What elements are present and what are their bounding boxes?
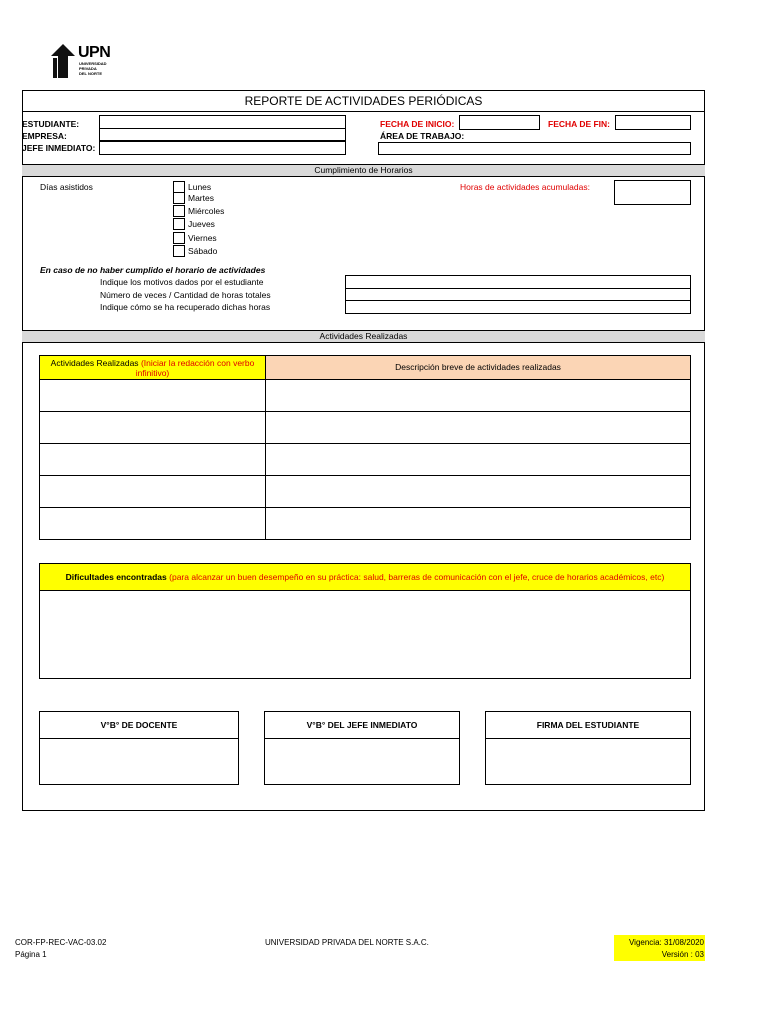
footer-code: COR-FP-REC-VAC-03.02 bbox=[15, 938, 107, 947]
footer-vigencia: Vigencia: 31/08/2020 bbox=[628, 938, 704, 947]
actividad-cell-4[interactable] bbox=[39, 475, 266, 508]
horas-acumuladas-field[interactable] bbox=[614, 180, 691, 205]
estudiante-field[interactable] bbox=[99, 115, 346, 129]
checkbox-miercoles[interactable] bbox=[173, 205, 185, 217]
empresa-field[interactable] bbox=[99, 128, 346, 141]
firma-docente-field[interactable] bbox=[39, 738, 239, 785]
motivos-field[interactable] bbox=[345, 275, 691, 289]
descripcion-cell-5[interactable] bbox=[265, 507, 691, 540]
dificultades-label: Dificultades encontradas bbox=[65, 572, 167, 582]
firma-jefe-field[interactable] bbox=[264, 738, 460, 785]
fecha-inicio-label: FECHA DE INICIO: bbox=[380, 119, 455, 129]
dificultades-note: (para alcanzar un buen desempeño en su práctica: salud, barreras de comunicación con el jefe, cruce de horarios académicos, etc) bbox=[169, 572, 665, 582]
actividades-col1-label: Actividades Realizadas bbox=[50, 358, 139, 368]
checkbox-sabado[interactable] bbox=[173, 245, 185, 257]
actividades-col2-header bbox=[265, 355, 691, 380]
day-sabado: Sábado bbox=[188, 246, 218, 256]
day-miercoles: Miércoles bbox=[188, 206, 225, 216]
checkbox-martes[interactable] bbox=[173, 192, 185, 204]
horas-acumuladas-label: Horas de actividades acumuladas: bbox=[460, 182, 590, 192]
firma-estudiante-field[interactable] bbox=[485, 738, 691, 785]
actividad-cell-3[interactable] bbox=[39, 443, 266, 476]
estudiante-label: ESTUDIANTE: bbox=[22, 119, 80, 129]
day-lunes: Lunes bbox=[188, 182, 212, 192]
jefe-field[interactable] bbox=[99, 141, 346, 155]
logo-line2: PRIVADA bbox=[79, 66, 97, 71]
checkbox-jueves[interactable] bbox=[173, 218, 185, 230]
day-viernes: Viernes bbox=[188, 233, 217, 243]
area-field[interactable] bbox=[378, 142, 691, 155]
form-title: REPORTE DE ACTIVIDADES PERIÓDICAS bbox=[22, 91, 705, 112]
checkbox-viernes[interactable] bbox=[173, 232, 185, 244]
fecha-inicio-field[interactable] bbox=[459, 115, 540, 130]
logo-line3: DEL NORTE bbox=[79, 71, 103, 76]
day-martes: Martes bbox=[188, 193, 214, 203]
footer-org: UNIVERSIDAD PRIVADA DEL NORTE S.A.C. bbox=[265, 938, 429, 947]
day-jueves: Jueves bbox=[188, 219, 215, 229]
actividad-cell-2[interactable] bbox=[39, 411, 266, 444]
motivos-label: Indique los motivos dados por el estudiante bbox=[100, 277, 264, 287]
actividad-cell-5[interactable] bbox=[39, 507, 266, 540]
upn-logo bbox=[50, 44, 120, 78]
descripcion-cell-3[interactable] bbox=[265, 443, 691, 476]
firma-estudiante-header: FIRMA DEL ESTUDIANTE bbox=[485, 711, 691, 739]
fecha-fin-field[interactable] bbox=[615, 115, 691, 130]
logo-mark: UPN bbox=[78, 44, 111, 61]
actividades-col2-label: Descripción breve de actividades realizadas bbox=[395, 362, 561, 372]
descripcion-cell-1[interactable] bbox=[265, 379, 691, 412]
fecha-fin-label: FECHA DE FIN: bbox=[548, 119, 611, 129]
horarios-section-title: Cumplimiento de Horarios bbox=[22, 164, 705, 177]
recuperado-field[interactable] bbox=[345, 300, 691, 314]
upn-arrow-icon bbox=[50, 44, 76, 78]
descripcion-cell-2[interactable] bbox=[265, 411, 691, 444]
veces-label: Número de veces / Cantidad de horas totales bbox=[100, 290, 271, 300]
area-label: ÁREA DE TRABAJO: bbox=[380, 131, 465, 141]
jefe-label: JEFE INMEDIATO: bbox=[22, 143, 96, 153]
firma-docente-header: V°B° DE DOCENTE bbox=[39, 711, 239, 739]
actividades-col1-note: (Iniciar la redacción con verbo infinitivo) bbox=[135, 358, 255, 378]
recuperado-label: Indique cómo se ha recuperado dichas horas bbox=[100, 302, 271, 312]
descripcion-cell-4[interactable] bbox=[265, 475, 691, 508]
dificultades-header bbox=[39, 563, 691, 591]
actividades-col1-header bbox=[39, 355, 266, 380]
empresa-label: EMPRESA: bbox=[22, 131, 67, 141]
actividades-section-title: Actividades Realizadas bbox=[22, 330, 705, 343]
logo-line1: UNIVERSIDAD bbox=[79, 61, 107, 66]
dias-asistidos-label: Días asistidos bbox=[40, 182, 93, 192]
footer-page: Página 1 bbox=[15, 950, 47, 959]
actividad-cell-1[interactable] bbox=[39, 379, 266, 412]
firma-jefe-header: V°B° DEL JEFE INMEDIATO bbox=[264, 711, 460, 739]
no-cumplido-title: En caso de no haber cumplido el horario de actividades bbox=[40, 265, 266, 275]
dificultades-field[interactable] bbox=[39, 590, 691, 679]
footer-version: Versión : 03 bbox=[661, 950, 704, 959]
